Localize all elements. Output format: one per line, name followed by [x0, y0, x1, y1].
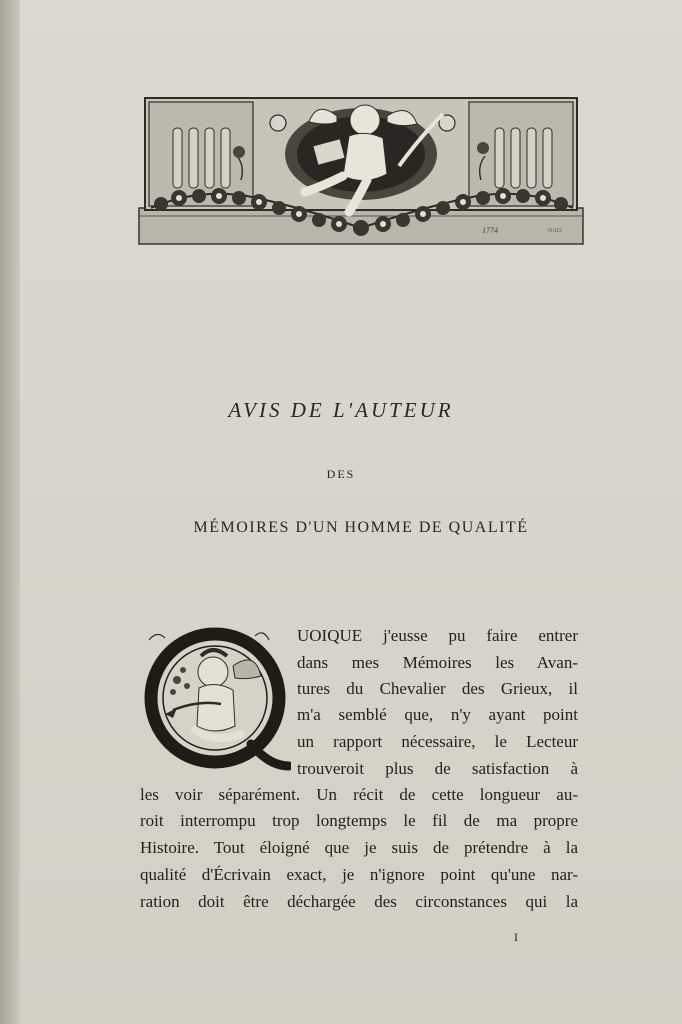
page-subtitle: MÉMOIRES D'UN HOMME DE QUALITÉ	[193, 519, 529, 536]
body-line: tures du Chevalier des Grieux, il	[297, 679, 578, 698]
body-line: roit interrompu trop longtemps le fil de ma propre	[140, 811, 578, 830]
body-line: UOIQUE j'eusse pu faire entrer	[297, 626, 578, 645]
book-gutter	[0, 0, 22, 1024]
body-line: Histoire. Tout éloigné que je suis de prétendre à la	[140, 838, 578, 857]
body-line: trouveroit plus de satisfaction à	[297, 759, 578, 778]
vignette-year: 1774	[482, 226, 498, 235]
page-number: I	[514, 930, 518, 944]
body-line: les voir séparément. Un récit de cette longueur au-	[140, 785, 578, 804]
header-vignette	[137, 96, 585, 246]
title-connector: DES	[326, 467, 356, 481]
engraver-signature: NAD.	[548, 228, 563, 234]
body-line: dans mes Mémoires les Avan-	[297, 653, 578, 672]
page-title: AVIS DE L'AUTEUR	[228, 398, 454, 422]
illustrated-drop-cap	[143, 626, 291, 774]
body-line: qualité d'Écrivain exact, je n'ignore point qu'une nar-	[140, 865, 578, 884]
body-line: m'a semblé que, n'y ayant point	[297, 705, 578, 724]
body-line: un rapport nécessaire, le Lecteur	[297, 732, 578, 751]
body-line: ration doit être déchargée des circonstances qui la	[140, 892, 578, 911]
